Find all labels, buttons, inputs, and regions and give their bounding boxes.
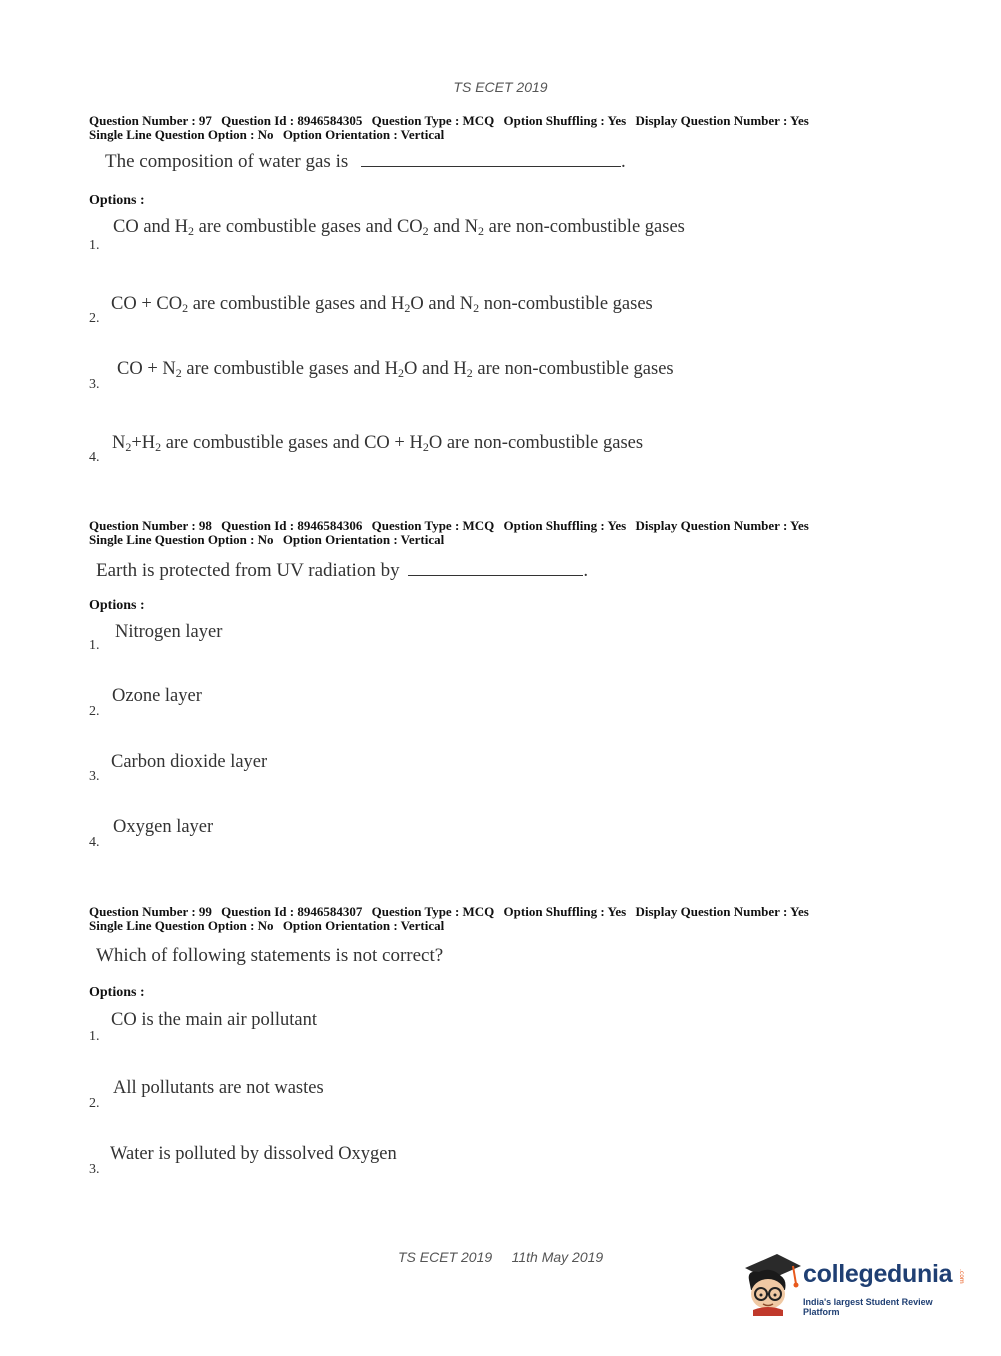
meta-line-1 <box>89 905 889 919</box>
page-footer <box>398 1249 603 1265</box>
meta-line-2 <box>89 533 889 547</box>
question-99-meta <box>89 905 889 933</box>
subscript: 2 <box>175 366 182 380</box>
option-number: 1. <box>89 638 100 653</box>
single-line-option: Single Line Question Option : No <box>89 918 274 933</box>
question-97-text <box>105 150 626 173</box>
subscript: 2 <box>182 301 189 315</box>
option-text <box>112 433 643 454</box>
text-part: CO + N <box>117 359 176 379</box>
option-number: 2. <box>89 1096 100 1111</box>
subscript: 2 <box>398 366 405 380</box>
text-part: O and H <box>404 359 467 379</box>
text-part: +H <box>131 433 156 453</box>
option-number: 3. <box>89 1162 100 1177</box>
option-text <box>111 294 653 315</box>
subscript: 2 <box>466 366 473 380</box>
blank-period: . <box>583 560 589 581</box>
option-text: Water is polluted by dissolved Oxygen <box>110 1144 397 1164</box>
option-number: 1. <box>89 1029 100 1044</box>
text-part: non-combustible gases <box>479 294 653 314</box>
question-text: Earth is protected from UV radiation by <box>96 560 400 581</box>
option-text: All pollutants are not wastes <box>113 1078 324 1098</box>
single-line-option: Single Line Question Option : No <box>89 127 274 142</box>
question-id: Question Id : 8946584305 <box>221 113 363 128</box>
question-type: Question Type : MCQ <box>371 113 495 128</box>
answer-blank <box>408 559 583 576</box>
option-shuffling: Option Shuffling : Yes <box>503 518 627 533</box>
footer-date: 11th May 2019 <box>511 1249 604 1265</box>
option-number: 4. <box>89 450 100 465</box>
question-number: Question Number : 99 <box>89 904 212 919</box>
display-question-number: Display Question Number : Yes <box>635 518 809 533</box>
text-part: CO + CO <box>111 294 183 314</box>
footer-exam: TS ECET 2019 <box>398 1249 493 1265</box>
subscript: 2 <box>155 440 162 454</box>
single-line-option: Single Line Question Option : No <box>89 532 274 547</box>
question-97-meta <box>89 114 889 142</box>
option-number: 2. <box>89 704 100 719</box>
display-question-number: Display Question Number : Yes <box>635 904 809 919</box>
option-orientation: Option Orientation : Vertical <box>282 127 445 142</box>
text-part: and N <box>428 217 478 237</box>
page-header-title: TS ECET 2019 <box>453 79 548 95</box>
option-text: CO is the main air pollutant <box>111 1010 318 1030</box>
question-number: Question Number : 97 <box>89 113 212 128</box>
meta-line-1 <box>89 519 889 533</box>
text-part: O are non-combustible gases <box>428 433 644 453</box>
question-98-meta <box>89 519 889 547</box>
text-part: CO and H <box>113 217 189 237</box>
subscript: 2 <box>473 301 480 315</box>
text-part: are combustible gases and CO <box>194 217 423 237</box>
question-type: Question Type : MCQ <box>371 904 495 919</box>
text-part: N <box>112 433 126 453</box>
meta-line-2 <box>89 919 889 933</box>
text-part: are combustible gases and CO + H <box>161 433 423 453</box>
options-label: Options : <box>89 598 145 613</box>
question-id: Question Id : 8946584307 <box>221 904 363 919</box>
blank-period: . <box>621 151 626 172</box>
option-number: 2. <box>89 311 100 326</box>
option-number: 3. <box>89 377 100 392</box>
subscript: 2 <box>188 224 195 238</box>
question-99-text: Which of following statements is not correct? <box>96 945 444 966</box>
options-label: Options : <box>89 985 145 1000</box>
option-text: Nitrogen layer <box>115 622 223 642</box>
option-number: 3. <box>89 769 100 784</box>
meta-line-2 <box>89 128 889 142</box>
collegedunia-logo <box>741 1250 971 1320</box>
answer-blank <box>361 150 621 167</box>
text-part: are non-combustible gases <box>483 217 685 237</box>
text-part: are combustible gases and H <box>188 294 405 314</box>
options-label: Options : <box>89 193 145 208</box>
display-question-number: Display Question Number : Yes <box>635 113 809 128</box>
subscript: 2 <box>477 224 484 238</box>
question-type: Question Type : MCQ <box>371 518 495 533</box>
logo-com: .com <box>958 1269 965 1284</box>
option-shuffling: Option Shuffling : Yes <box>503 904 627 919</box>
subscript: 2 <box>125 440 132 454</box>
question-text: The composition of water gas is <box>105 151 349 172</box>
meta-line-1 <box>89 114 889 128</box>
option-text: Carbon dioxide layer <box>111 752 268 772</box>
option-text <box>113 217 685 238</box>
subscript: 2 <box>404 301 411 315</box>
question-number: Question Number : 98 <box>89 518 212 533</box>
subscript: 2 <box>422 440 429 454</box>
option-orientation: Option Orientation : Vertical <box>282 918 445 933</box>
text-part: O and N <box>410 294 474 314</box>
mascot-icon <box>741 1250 803 1316</box>
subscript: 2 <box>422 224 429 238</box>
option-text <box>117 359 674 380</box>
option-shuffling: Option Shuffling : Yes <box>503 113 627 128</box>
text-part: are combustible gases and H <box>181 359 399 379</box>
option-text: Ozone layer <box>112 686 202 706</box>
option-number: 4. <box>89 835 100 850</box>
question-id: Question Id : 8946584306 <box>221 518 363 533</box>
logo-brand: collegedunia <box>803 1260 953 1288</box>
option-text: Oxygen layer <box>113 817 214 837</box>
question-98-text <box>96 559 588 582</box>
text-part: are non-combustible gases <box>472 359 674 379</box>
option-number: 1. <box>89 238 100 253</box>
option-orientation: Option Orientation : Vertical <box>282 532 445 547</box>
logo-tagline: India's largest Student Review Platform <box>803 1297 933 1317</box>
